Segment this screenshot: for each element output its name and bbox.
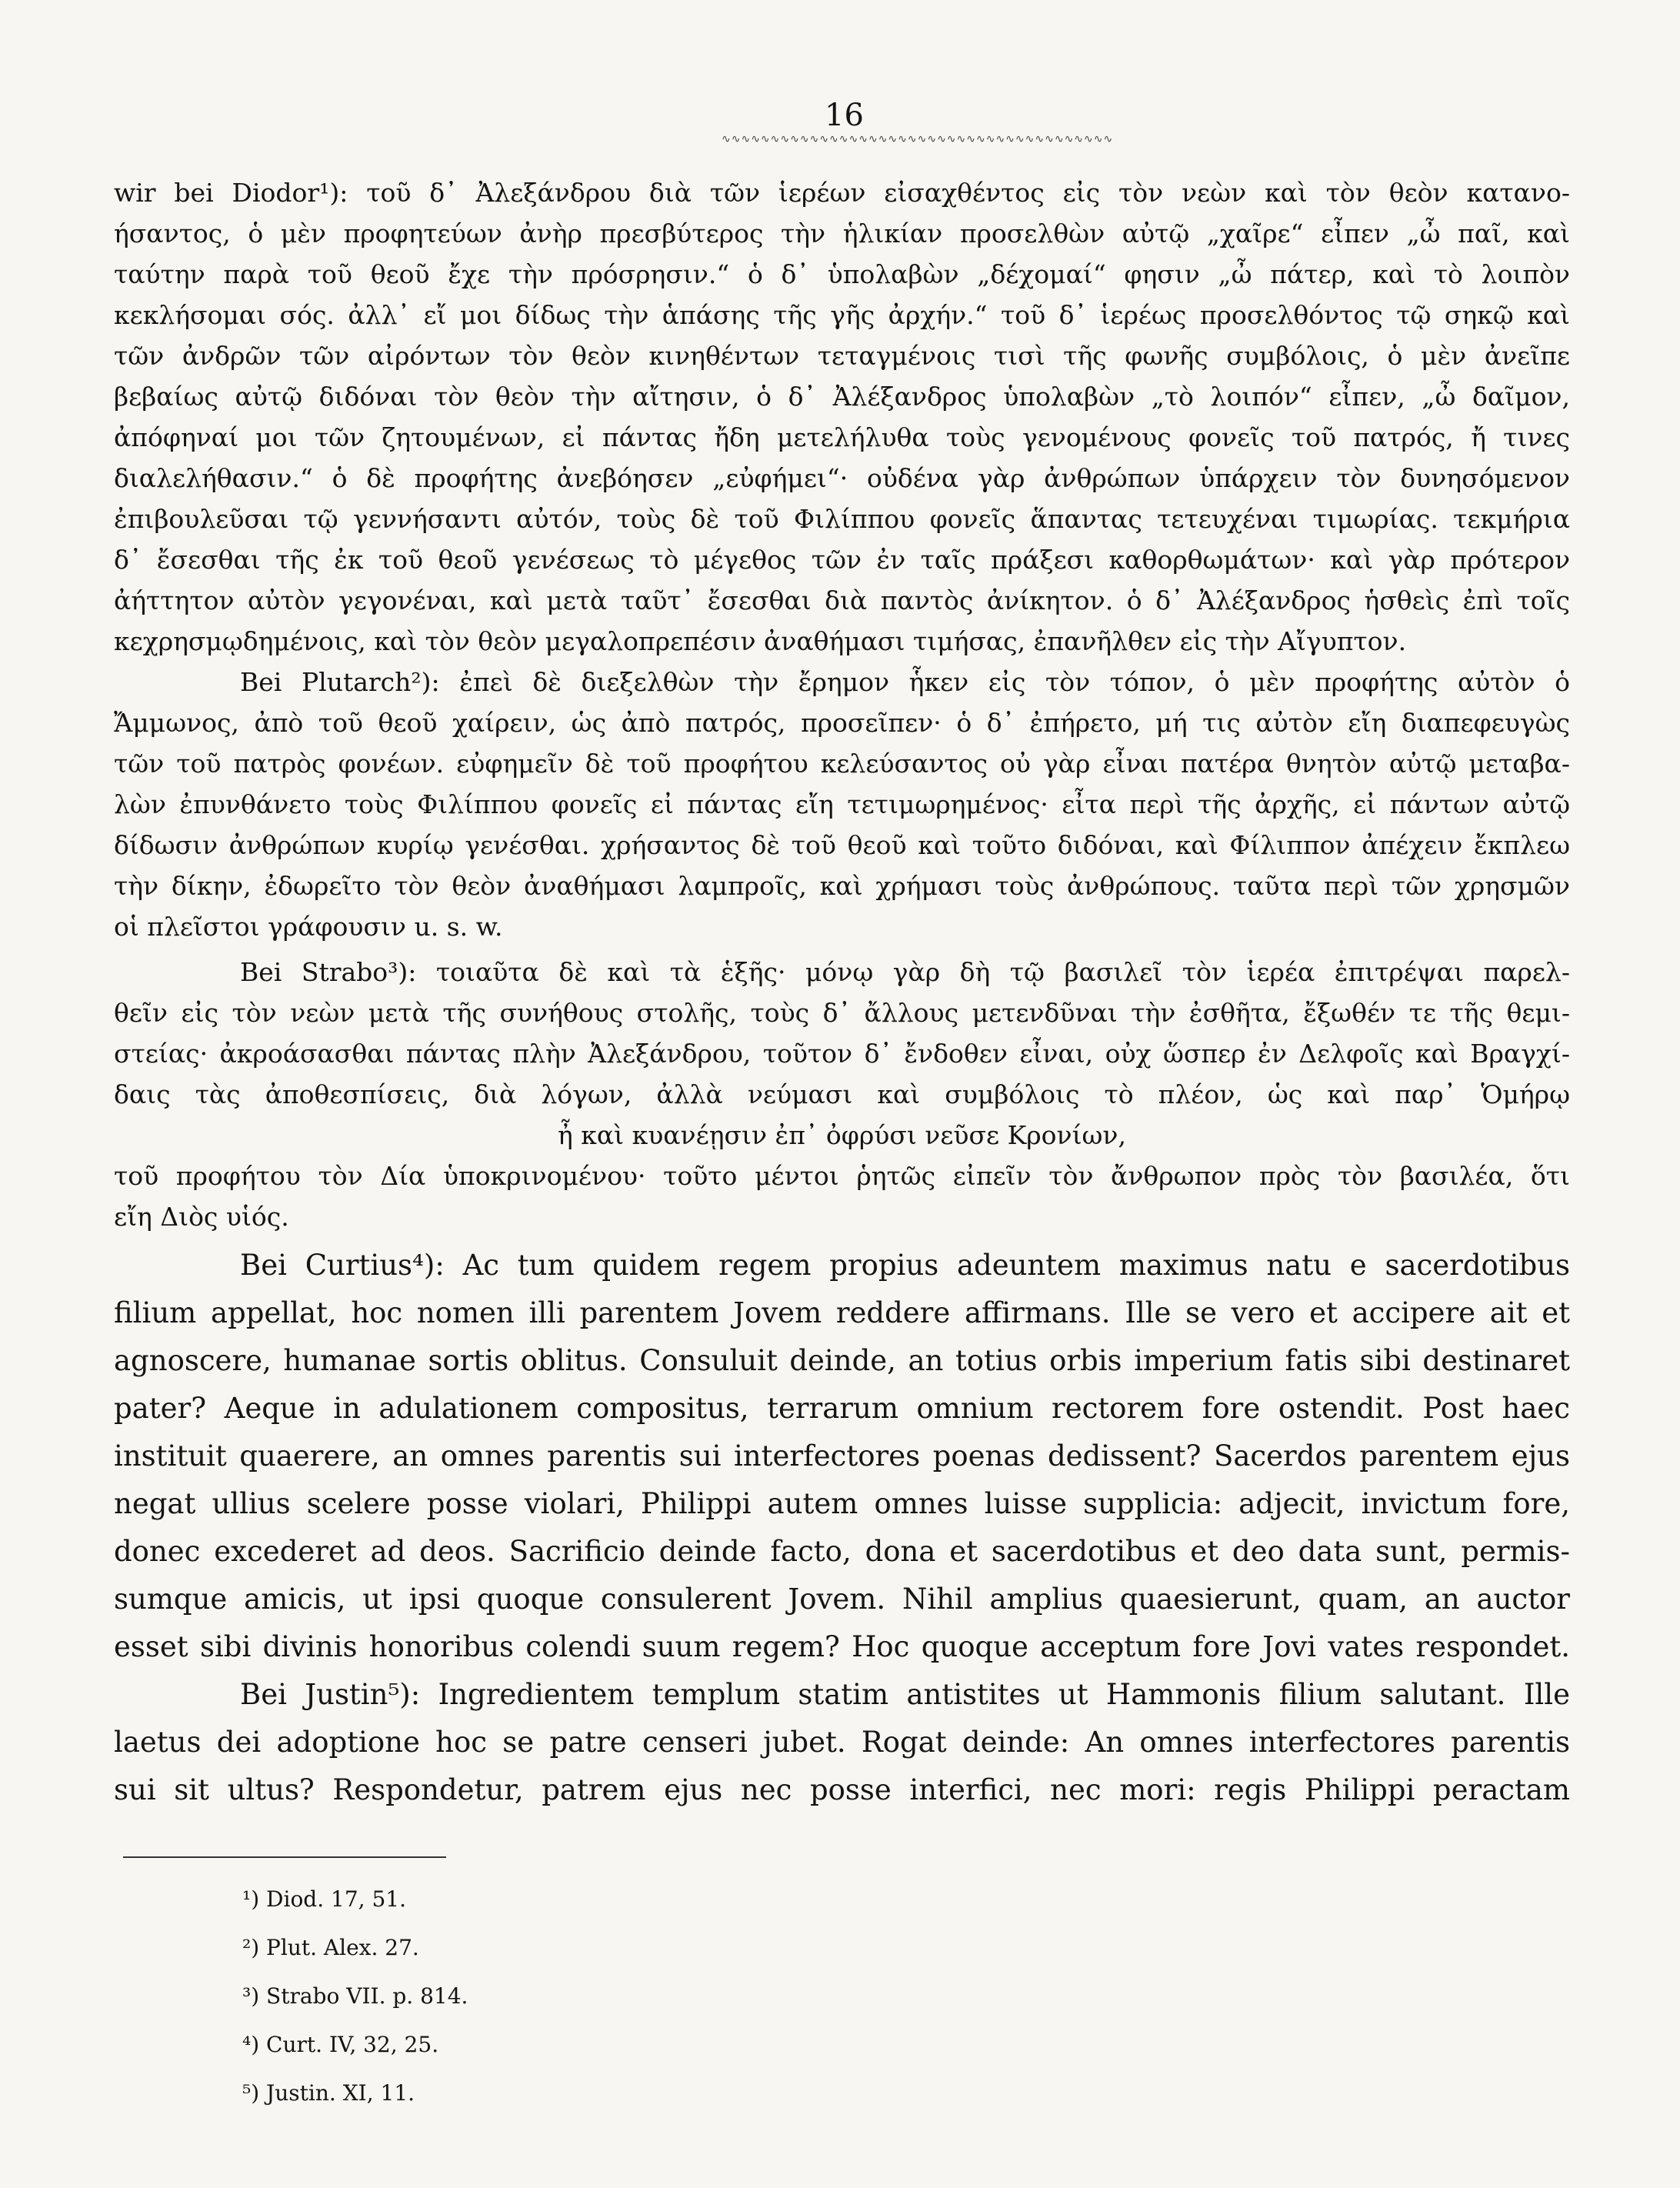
footnotes bbox=[242, 1875, 704, 2117]
page-number: 16 bbox=[825, 98, 864, 133]
text-line: negat ullius scelere posse violari, Philippi autem omnes luisse supplicia: adjecit, invictum fore, bbox=[114, 1487, 1570, 1520]
text-line: εἴη Διὸς υἱός. bbox=[114, 1202, 289, 1232]
text-line: βεβαίως αὐτῷ διδόναι τὸν θεὸν τὴν αἴτησιν, ὁ δ᾽ Ἀλέξανδρος ὑπολαβὼν „τὸ λοιπόν“ εἶπεν, „ὦ δαῖμον, bbox=[114, 382, 1570, 412]
text-line: δαις τὰς ἀποθεσπίσεις, διὰ λόγων, ἀλλὰ νεύμασι καὶ συμβόλοις τὸ πλέον, ὡς καὶ παρ᾽ Ὁμήρῳ bbox=[114, 1079, 1570, 1109]
text-line: στείας· ἀκροάσασθαι πάντας πλὴν Ἀλεξάνδρου, τοῦτον δ᾽ ἔνδοθεν εἶναι, οὐχ ὥσπερ ἐν Δελφοῖς καὶ Βραγχί- bbox=[114, 1039, 1570, 1069]
paragraph-curtius bbox=[114, 1242, 1570, 1671]
footnote: ³) Strabo VII. p. 814. bbox=[242, 1983, 468, 2009]
text-line: laetus dei adoptione hoc se patre censeri jubet. Rogat deinde: An omnes interfectores parentis bbox=[114, 1726, 1570, 1759]
text-line: wir bei Diodor¹): τοῦ δ᾽ Ἀλεξάνδρου διὰ τῶν ἱερέων εἰσαχθέντος εἰς τὸν νεὼν καὶ τὸν θεὸν κατανο- bbox=[114, 178, 1570, 208]
text-line: esset sibi divinis honoribus colendi suum regem? Hoc quoque acceptum fore Jovi vates respondet. bbox=[114, 1630, 1570, 1663]
text-line: δ᾽ ἔσεσθαι τῆς ἐκ τοῦ θεοῦ γενέσεως τὸ μέγεθος τῶν ἐν ταῖς πράξεσι καθορθωμάτων· καὶ γὰρ πρότερον bbox=[114, 545, 1570, 575]
text-line: διαλελήθασιν.“ ὁ δὲ προφήτης ἀνεβόησεν „εὐφήμει“· οὐδένα γὰρ ἀνθρώπων ὑπάρχειν τὸν δυνησόμενον bbox=[114, 463, 1570, 493]
text-line: τῶν τοῦ πατρὸς φονέων. εὐφημεῖν δὲ τοῦ προφήτου κελεύσαντος οὐ γὰρ εἶναι πατέρα θνητὸν αὐτῷ μεταβα- bbox=[114, 749, 1570, 779]
text-line: οἱ πλεῖστοι γράφουσιν u. s. w. bbox=[114, 912, 503, 942]
footnote-rule bbox=[123, 1856, 446, 1858]
footnote: ⁵) Justin. XI, 11. bbox=[242, 2080, 415, 2106]
text-line: Bei Justin⁵): Ingredientem templum statim antistites ut Hammonis filium salutant. Ille bbox=[240, 1678, 1570, 1711]
text-line: Ἄμμωνος, ἀπὸ τοῦ θεοῦ χαίρειν, ὡς ἀπὸ πατρός, προσεῖπεν· ὁ δ᾽ ἐπήρετο, μή τις αὐτὸν εἴη διαπεφευγὼς bbox=[114, 708, 1570, 738]
text-line: τὴν δίκην, ἐδωρεῖτο τὸν θεὸν ἀναθήμασι λαμπροῖς, καὶ χρήμασι τοὺς ἀνθρώπους. ταῦτα περὶ τῶν χρησμῶν bbox=[114, 871, 1570, 901]
body-text bbox=[114, 172, 1570, 1814]
footnote: ¹) Diod. 17, 51. bbox=[242, 1886, 406, 1912]
text-line: Bei Plutarch²): ἐπεὶ δὲ διεξελθὼν τὴν ἔρημον ἧκεν εἰς τὸν τόπον, ὁ μὲν προφήτης αὐτὸν ὁ bbox=[240, 667, 1570, 697]
text-line: agnoscere, humanae sortis oblitus. Consuluit deinde, an totius orbis imperium fatis sibi destinaret bbox=[114, 1344, 1570, 1377]
paragraph-plutarch bbox=[114, 662, 1570, 947]
text-line: δίδωσιν ἀνθρώπων κυρίῳ γενέσθαι. χρήσαντος δὲ τοῦ θεοῦ καὶ τοῦτο διδόναι, καὶ Φίλιππον ἀπέχειν ἔκπλεω bbox=[114, 830, 1570, 860]
text-line: Bei Curtius⁴): Ac tum quidem regem propius adeuntem maximus natu e sacerdotibus bbox=[240, 1249, 1570, 1282]
homer-quote: ἦ καὶ κυανέῃσιν ἐπ᾽ ὀφρύσι νεῦσε Κρονίων, bbox=[557, 1120, 1126, 1150]
paragraph-strabo bbox=[114, 952, 1570, 1237]
text-line: τῶν ἀνδρῶν τῶν αἰρόντων τὸν θεὸν κινηθέντων τεταγμένοις τισὶ τῆς φωνῆς συμβόλοις, ὁ μὲν ἀνεῖπε bbox=[114, 341, 1570, 371]
text-line: λὼν ἐπυνθάνετο τοὺς Φιλίππου φονεῖς εἰ πάντας εἴη τετιμωρημένος· εἶτα περὶ τῆς ἀρχῆς, εἰ πάντων αὐτῷ bbox=[114, 789, 1570, 819]
text-line: pater? Aeque in adulationem compositus, terrarum omnium rectorem fore ostendit. Post haec bbox=[114, 1392, 1570, 1425]
text-line: κεκλήσομαι σός. ἀλλ᾽ εἴ μοι δίδως τὴν ἁπάσης τῆς γῆς ἀρχήν.“ τοῦ δ᾽ ἱερέως προσελθόντος τῷ σηκῷ καὶ bbox=[114, 300, 1570, 330]
header-ornament: ∿∿∿∿∿∿∿∿∿∿∿∿∿∿∿∿∿∿∿∿∿∿∿∿∿∿∿∿∿∿∿∿∿∿∿∿∿∿∿∿ bbox=[722, 133, 1114, 145]
footnote: ²) Plut. Alex. 27. bbox=[242, 1935, 419, 1960]
footnote: ⁴) Curt. IV, 32, 25. bbox=[242, 2032, 439, 2057]
text-line: Bei Strabo³): τοιαῦτα δὲ καὶ τὰ ἑξῆς· μόνῳ γὰρ δὴ τῷ βασιλεῖ τὸν ἱερέα ἐπιτρέψαι παρελ- bbox=[240, 957, 1570, 987]
text-line: ἀήττητον αὐτὸν γεγονέναι, καὶ μετὰ ταῦτ᾽ ἔσεσθαι διὰ παντὸς ἀνίκητον. ὁ δ᾽ Ἀλέξανδρος ἡσθεὶς ἐπὶ τοῖς bbox=[114, 585, 1570, 615]
text-line: κεχρησμῳδημένοις, καὶ τὸν θεὸν μεγαλοπρεπέσιν ἀναθήμασι τιμήσας, ἐπανῆλθεν εἰς τὴν Αἴγυπτον. bbox=[114, 626, 1407, 656]
text-line: ταύτην παρὰ τοῦ θεοῦ ἔχε τὴν πρόσρησιν.“ ὁ δ᾽ ὑπολαβὼν „δέχομαί“ φησιν „ὦ πάτερ, καὶ τὸ λοιπὸν bbox=[114, 259, 1570, 289]
text-line: ήσαντος, ὁ μὲν προφητεύων ἀνὴρ πρεσβύτερος τὴν ἡλικίαν προσελθὼν αὐτῷ „χαῖρε“ εἶπεν „ὦ παῖ, καὶ bbox=[114, 218, 1570, 248]
paragraph-diodor bbox=[114, 172, 1570, 662]
text-line: ἀπόφηναί μοι τῶν ζητουμένων, εἰ πάντας ἤδη μετελήλυθα τοὺς γενομένους φονεῖς τοῦ πατρός, ἤ τινες bbox=[114, 422, 1570, 452]
text-line: sui sit ultus? Respondetur, patrem ejus nec posse interfici, nec mori: regis Philippi peractam bbox=[114, 1773, 1570, 1806]
text-line: filium appellat, hoc nomen illi parentem Jovem reddere affirmans. Ille se vero et accipere ait et bbox=[114, 1296, 1570, 1329]
text-line: instituit quaerere, an omnes parentis sui interfectores poenas dedissent? Sacerdos parentem ejus bbox=[114, 1439, 1570, 1473]
paragraph-justin bbox=[114, 1671, 1570, 1814]
text-line: τοῦ προφήτου τὸν Δία ὑποκρινομένου· τοῦτο μέντοι ῥητῶς εἰπεῖν τὸν ἄνθρωπον πρὸς τὸν βασιλέα, ὅτι bbox=[114, 1161, 1570, 1191]
text-line: sumque amicis, ut ipsi quoque consulerent Jovem. Nihil amplius quaesierunt, quam, an auctor bbox=[114, 1583, 1570, 1616]
text-line: donec excederet ad deos. Sacrificio deinde facto, dona et sacerdotibus et deo data sunt, permis- bbox=[114, 1535, 1570, 1568]
text-line: θεῖν εἰς τὸν νεὼν μετὰ τῆς συνήθους στολῆς, τοὺς δ᾽ ἄλλους μετενδῦναι τὴν ἐσθῆτα, ἔξωθέν τε τῆς θεμι- bbox=[114, 998, 1570, 1028]
text-line: ἐπιβουλεῦσαι τῷ γεννήσαντι αὐτόν, τοὺς δὲ τοῦ Φιλίππου φονεῖς ἅπαντας τετευχέναι τιμωρίας. τεκμήρια bbox=[114, 504, 1570, 534]
